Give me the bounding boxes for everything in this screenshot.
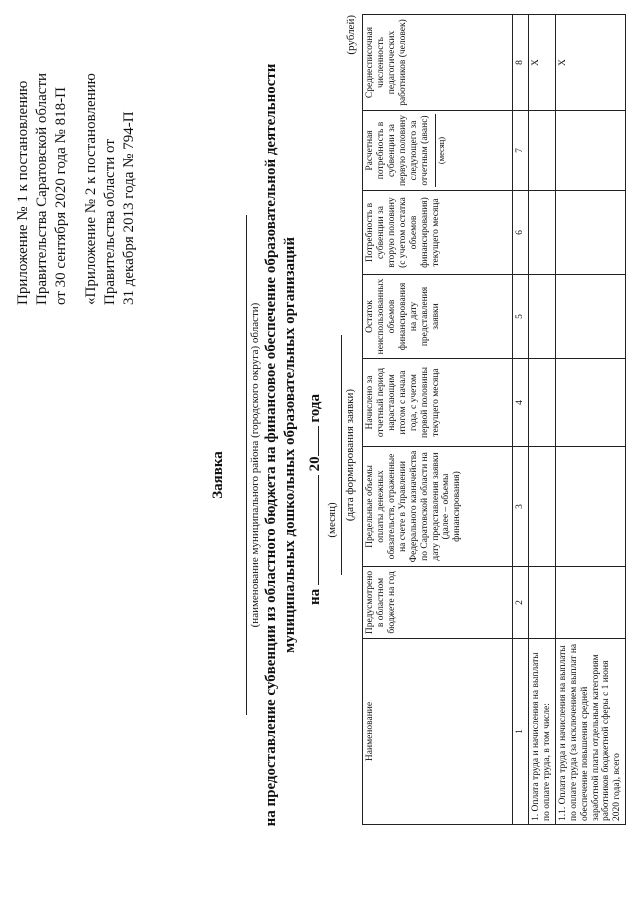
cell <box>528 275 555 359</box>
column-number: 5 <box>513 275 529 359</box>
annex-line: от 30 сентября 2020 года № 818-П <box>52 87 69 305</box>
annex-line: 31 декабря 2013 года № 794-П <box>120 111 137 305</box>
annex-line: Приложение № 1 к постановлению <box>15 80 31 305</box>
heading-line: на предоставление субвенции из областного бюджета на финансовое обеспечение образовательной деятельности <box>263 63 279 827</box>
table-row <box>555 15 626 825</box>
row-name: 1.1. Оплата труда и начисления на выплаты по оплате труда (за исключением выплат на обеспечение повышения средней заработной платы отдельным категориям работников бюджетной сферы с 1 июня 2020 года), всего <box>555 639 626 825</box>
column-number-row <box>513 15 529 825</box>
document-heading <box>262 25 300 865</box>
cell-x-mark: X <box>528 15 555 111</box>
column-number: 1 <box>513 639 529 825</box>
municipality-line <box>246 215 247 715</box>
column-number: 3 <box>513 447 529 567</box>
cell <box>528 191 555 275</box>
column-number: 7 <box>513 111 529 191</box>
header-need-first-half <box>363 111 513 191</box>
cell-x-mark: X <box>555 15 626 111</box>
header-accrued: Начислено за отчетный период нарастающим итогом с начала года, с учетом первой половины текущего месяца <box>363 359 513 447</box>
header-need-second-half: Потребность в субвенции за вторую половину (с учетом остатка объемов финансирования) текущего месяца <box>363 191 513 275</box>
cell <box>555 447 626 567</box>
table-row <box>528 15 555 825</box>
header-month-sub: (месяц) <box>435 114 447 187</box>
column-number: 4 <box>513 359 529 447</box>
row-name: 1. Оплата труда и начисления на выплаты по оплате труда, в том числе: <box>528 639 555 825</box>
annex-line: Правительства Саратовской области <box>33 72 50 305</box>
header-staff-count: Среднесписочная численность педагогических работников (человек) <box>363 15 513 111</box>
annex-line: Правительства области от <box>102 139 118 305</box>
year-prefix: 20 <box>307 456 323 472</box>
header-limits: Предельные объемы оплаты денежных обязательств, отраженные на счете в Управлении Федерального казначейства по Саратовской области на дату представления заявки (далее – объемы финансирования) <box>363 447 513 567</box>
header-planned: Предусмотрено в областном бюджете на год <box>363 567 513 639</box>
column-number: 2 <box>513 567 529 639</box>
cell <box>555 567 626 639</box>
year-suffix: года <box>307 394 323 423</box>
heading-line: муниципальных дошкольных образовательных организаций <box>281 237 298 653</box>
cell <box>528 111 555 191</box>
annex-block <box>14 5 139 305</box>
subvention-table <box>362 14 626 825</box>
header-balance: Остаток неиспользованных объемов финансирования на дату представления заявки <box>363 275 513 359</box>
cell <box>528 567 555 639</box>
cell <box>555 191 626 275</box>
column-number: 8 <box>513 15 529 111</box>
annex-line: «Приложение № 2 к постановлению <box>83 73 100 305</box>
cell <box>555 359 626 447</box>
date-line <box>341 335 342 575</box>
header-name: Наименование <box>363 639 513 825</box>
municipality-caption: (наименование муниципального района (городского округа) области) <box>249 302 261 628</box>
column-number: 6 <box>513 191 529 275</box>
cell <box>528 359 555 447</box>
document-title: Заявка <box>210 451 226 499</box>
header-need-first-half-text: Расчетная потребность в субвенции за первую половину следующего за отчетным (аванс) <box>365 114 430 187</box>
period-prefix: на <box>307 588 323 605</box>
cell <box>528 447 555 567</box>
table-header-row <box>363 15 513 825</box>
cell <box>555 111 626 191</box>
month-caption: (месяц) <box>326 502 338 538</box>
cell <box>555 275 626 359</box>
date-caption: (дата формирования заявки) <box>344 388 356 522</box>
period-line <box>306 305 325 605</box>
units-label: (рублей) <box>345 15 357 55</box>
